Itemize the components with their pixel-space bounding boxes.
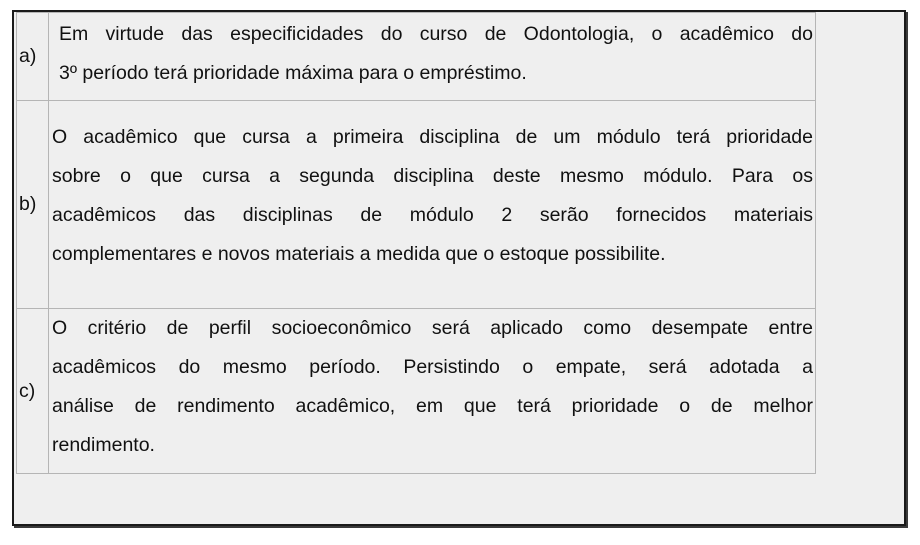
option-row-b — [17, 101, 816, 309]
option-row-a — [17, 13, 816, 101]
option-c-line-1: O critério de perfil socioeconômico será aplicado como desempate entre — [52, 317, 813, 339]
option-a-line-2: 3º período terá prioridade máxima para o empréstimo. — [59, 62, 527, 84]
question-frame — [12, 10, 906, 526]
option-label-c: c) — [17, 309, 49, 474]
option-label-b: b) — [17, 101, 49, 309]
option-c-line-2: acadêmicos do mesmo período. Persistindo o empate, será adotada a — [52, 356, 813, 378]
option-c-line-4: rendimento. — [52, 434, 155, 456]
option-a-line-1: Em virtude das especificidades do curso de Odontologia, o acadêmico do — [59, 23, 813, 45]
option-text-b — [49, 101, 816, 309]
option-row-c — [17, 309, 816, 474]
option-b-line-4: complementares e novos materiais a medida que o estoque possibilite. — [52, 243, 666, 265]
option-text-a — [49, 13, 816, 101]
option-b-line-2: sobre o que cursa a segunda disciplina deste mesmo módulo. Para os — [52, 165, 813, 187]
option-c-line-3: análise de rendimento acadêmico, em que terá prioridade o de melhor — [52, 395, 813, 417]
options-table — [16, 12, 816, 474]
option-text-c — [49, 309, 816, 474]
option-b-line-3: acadêmicos das disciplinas de módulo 2 serão fornecidos materiais — [52, 204, 813, 226]
option-label-a: a) — [17, 13, 49, 101]
option-b-line-1: O acadêmico que cursa a primeira disciplina de um módulo terá prioridade — [52, 126, 813, 148]
